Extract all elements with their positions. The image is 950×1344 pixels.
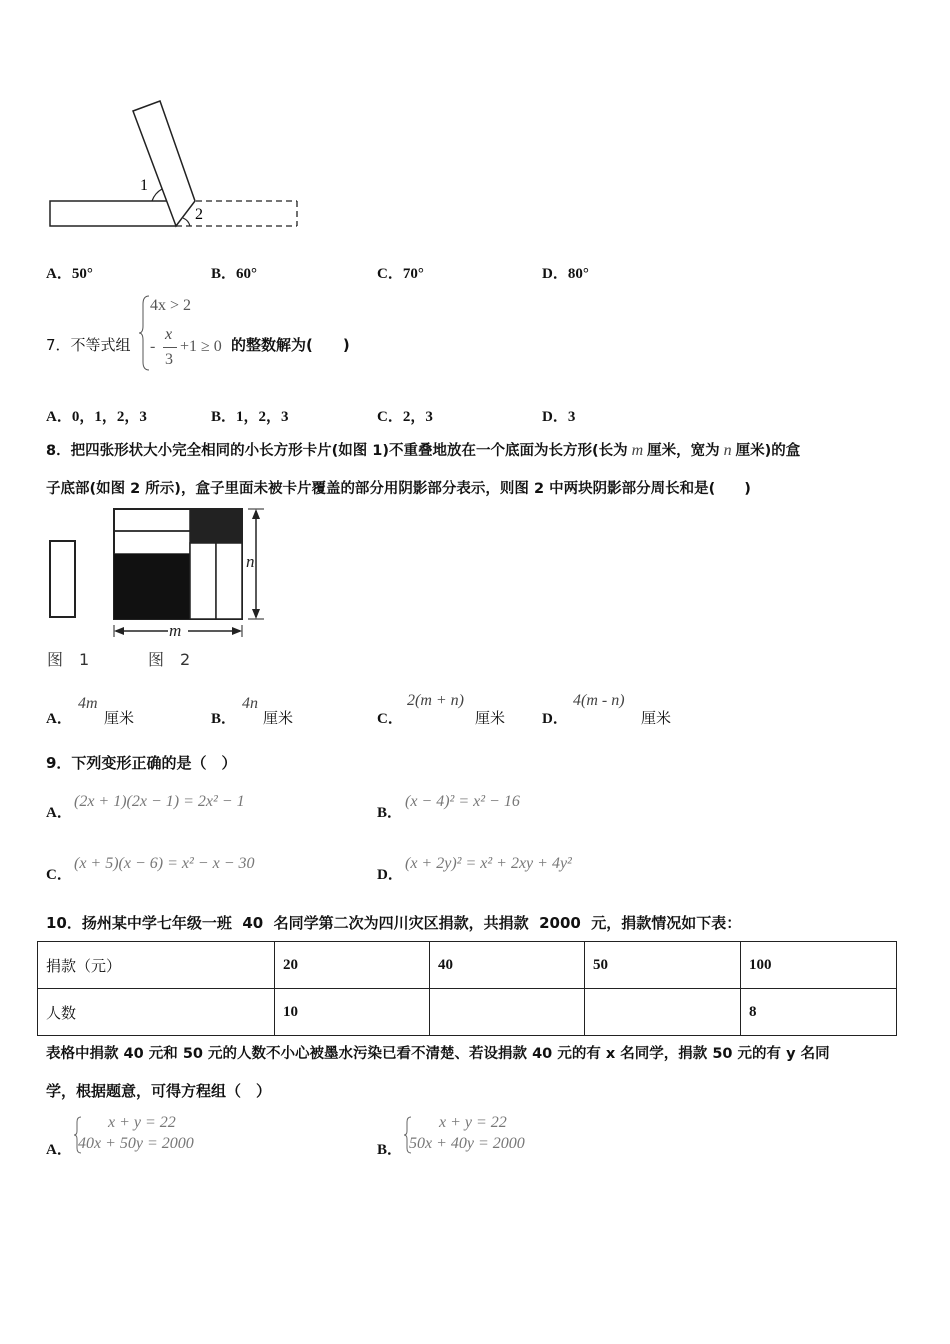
fig-n-label: n (246, 552, 255, 571)
table-cell: 人数 (38, 989, 275, 1036)
q8-option-d[interactable]: D． 4(m - n) 厘米 (542, 692, 672, 727)
q8-option-b[interactable]: B． 4n 厘米 (211, 695, 294, 727)
angle-1-label: 1 (140, 177, 148, 194)
table-cell: 10 (275, 989, 430, 1036)
option-label: C． (377, 266, 403, 282)
fig-m-label: m (169, 621, 182, 640)
table-cell: 100 (741, 942, 897, 989)
q8-figure (44, 503, 274, 673)
q10-text-line2: 学，根据题意，可得方程组（ ） (46, 1082, 272, 1100)
q9-option-a[interactable]: A． (2x + 1)(2x − 1) = 2x² − 1 (46, 793, 245, 821)
table-row (38, 942, 897, 989)
option-text: 80° (567, 266, 589, 282)
option-text: 60° (236, 266, 258, 282)
table-row (38, 989, 897, 1036)
option-label: D． (542, 266, 568, 282)
q8-option-a[interactable]: A． 4m 厘米 (46, 695, 135, 727)
q7-option-d[interactable]: D．3 (542, 409, 576, 425)
table-cell: 8 (741, 989, 897, 1036)
option-label: B． (211, 266, 237, 282)
q7-option-b[interactable]: B．1，2，3 (211, 409, 289, 425)
q10-text-line1: 表格中捐款 40 元和 50 元的人数不小心被墨水污染已看不清楚、若设捐款 40 元的有 x 名同学，捐款 50 元的有 y 名同 (46, 1046, 830, 1062)
q10-option-b[interactable]: B． x + y = 22 50x + 40y = 2000 (377, 1114, 525, 1158)
q10-donation-table (37, 941, 897, 1036)
q8-stem-line1: 8．把四张形状大小完全相同的小长方形卡片(如图 1)不重叠地放在一个底面为长方形(长为 m 厘米，宽为 n 厘米)的盒 (46, 442, 801, 459)
table-cell: 捐款（元） (38, 942, 275, 989)
q6-figure (45, 98, 305, 233)
angle-2-label: 2 (195, 206, 203, 223)
option-label: A． (46, 266, 72, 282)
q9-option-d[interactable]: D． (x + 2y)² = x² + 2xy + 4y² (377, 855, 572, 883)
q9-option-c[interactable]: C． (x + 5)(x − 6) = x² − x − 30 (46, 855, 255, 883)
q6-option-a[interactable] (46, 262, 93, 283)
fig-1-caption: 图 1 (47, 650, 90, 669)
q9-stem: 9．下列变形正确的是（ ） (46, 754, 237, 772)
fig-2-caption: 图 2 (148, 650, 191, 669)
table-cell (430, 989, 585, 1036)
q6-option-c[interactable] (377, 262, 424, 283)
q7-option-a[interactable]: A．0，1，2，3 (46, 409, 147, 425)
q7-stem-suffix: 的整数解为( ) (231, 336, 350, 354)
q7-inequality-2: - x 3 +1 ≥ 0 (150, 326, 222, 368)
table-cell: 50 (585, 942, 741, 989)
q7-stem-prefix: 7．不等式组 (46, 336, 131, 354)
option-text: 70° (402, 266, 424, 282)
table-cell: 20 (275, 942, 430, 989)
q10-stem: 10．扬州某中学七年级一班 40 名同学第二次为四川灾区捐款，共捐款 2000 元，捐款情况如下表： (46, 914, 742, 932)
q7-option-c[interactable]: C．2，3 (377, 409, 433, 425)
table-cell (585, 989, 741, 1036)
q8-option-c[interactable]: C． 2(m + n) 厘米 (377, 692, 506, 727)
q7-inequality-1: 4x > 2 (150, 297, 192, 314)
q6-option-b[interactable] (211, 262, 257, 283)
option-text: 50° (71, 266, 93, 282)
q6-option-d[interactable] (542, 262, 589, 283)
q8-stem-line2: 子底部(如图 2 所示)，盒子里面未被卡片覆盖的部分用阴影部分表示，则图 2 中两块阴影部分周长和是( ) (46, 481, 751, 497)
table-cell: 40 (430, 942, 585, 989)
q9-option-b[interactable]: B． (x − 4)² = x² − 16 (377, 793, 520, 821)
q10-option-a[interactable]: A． x + y = 22 40x + 50y = 2000 (46, 1114, 194, 1158)
